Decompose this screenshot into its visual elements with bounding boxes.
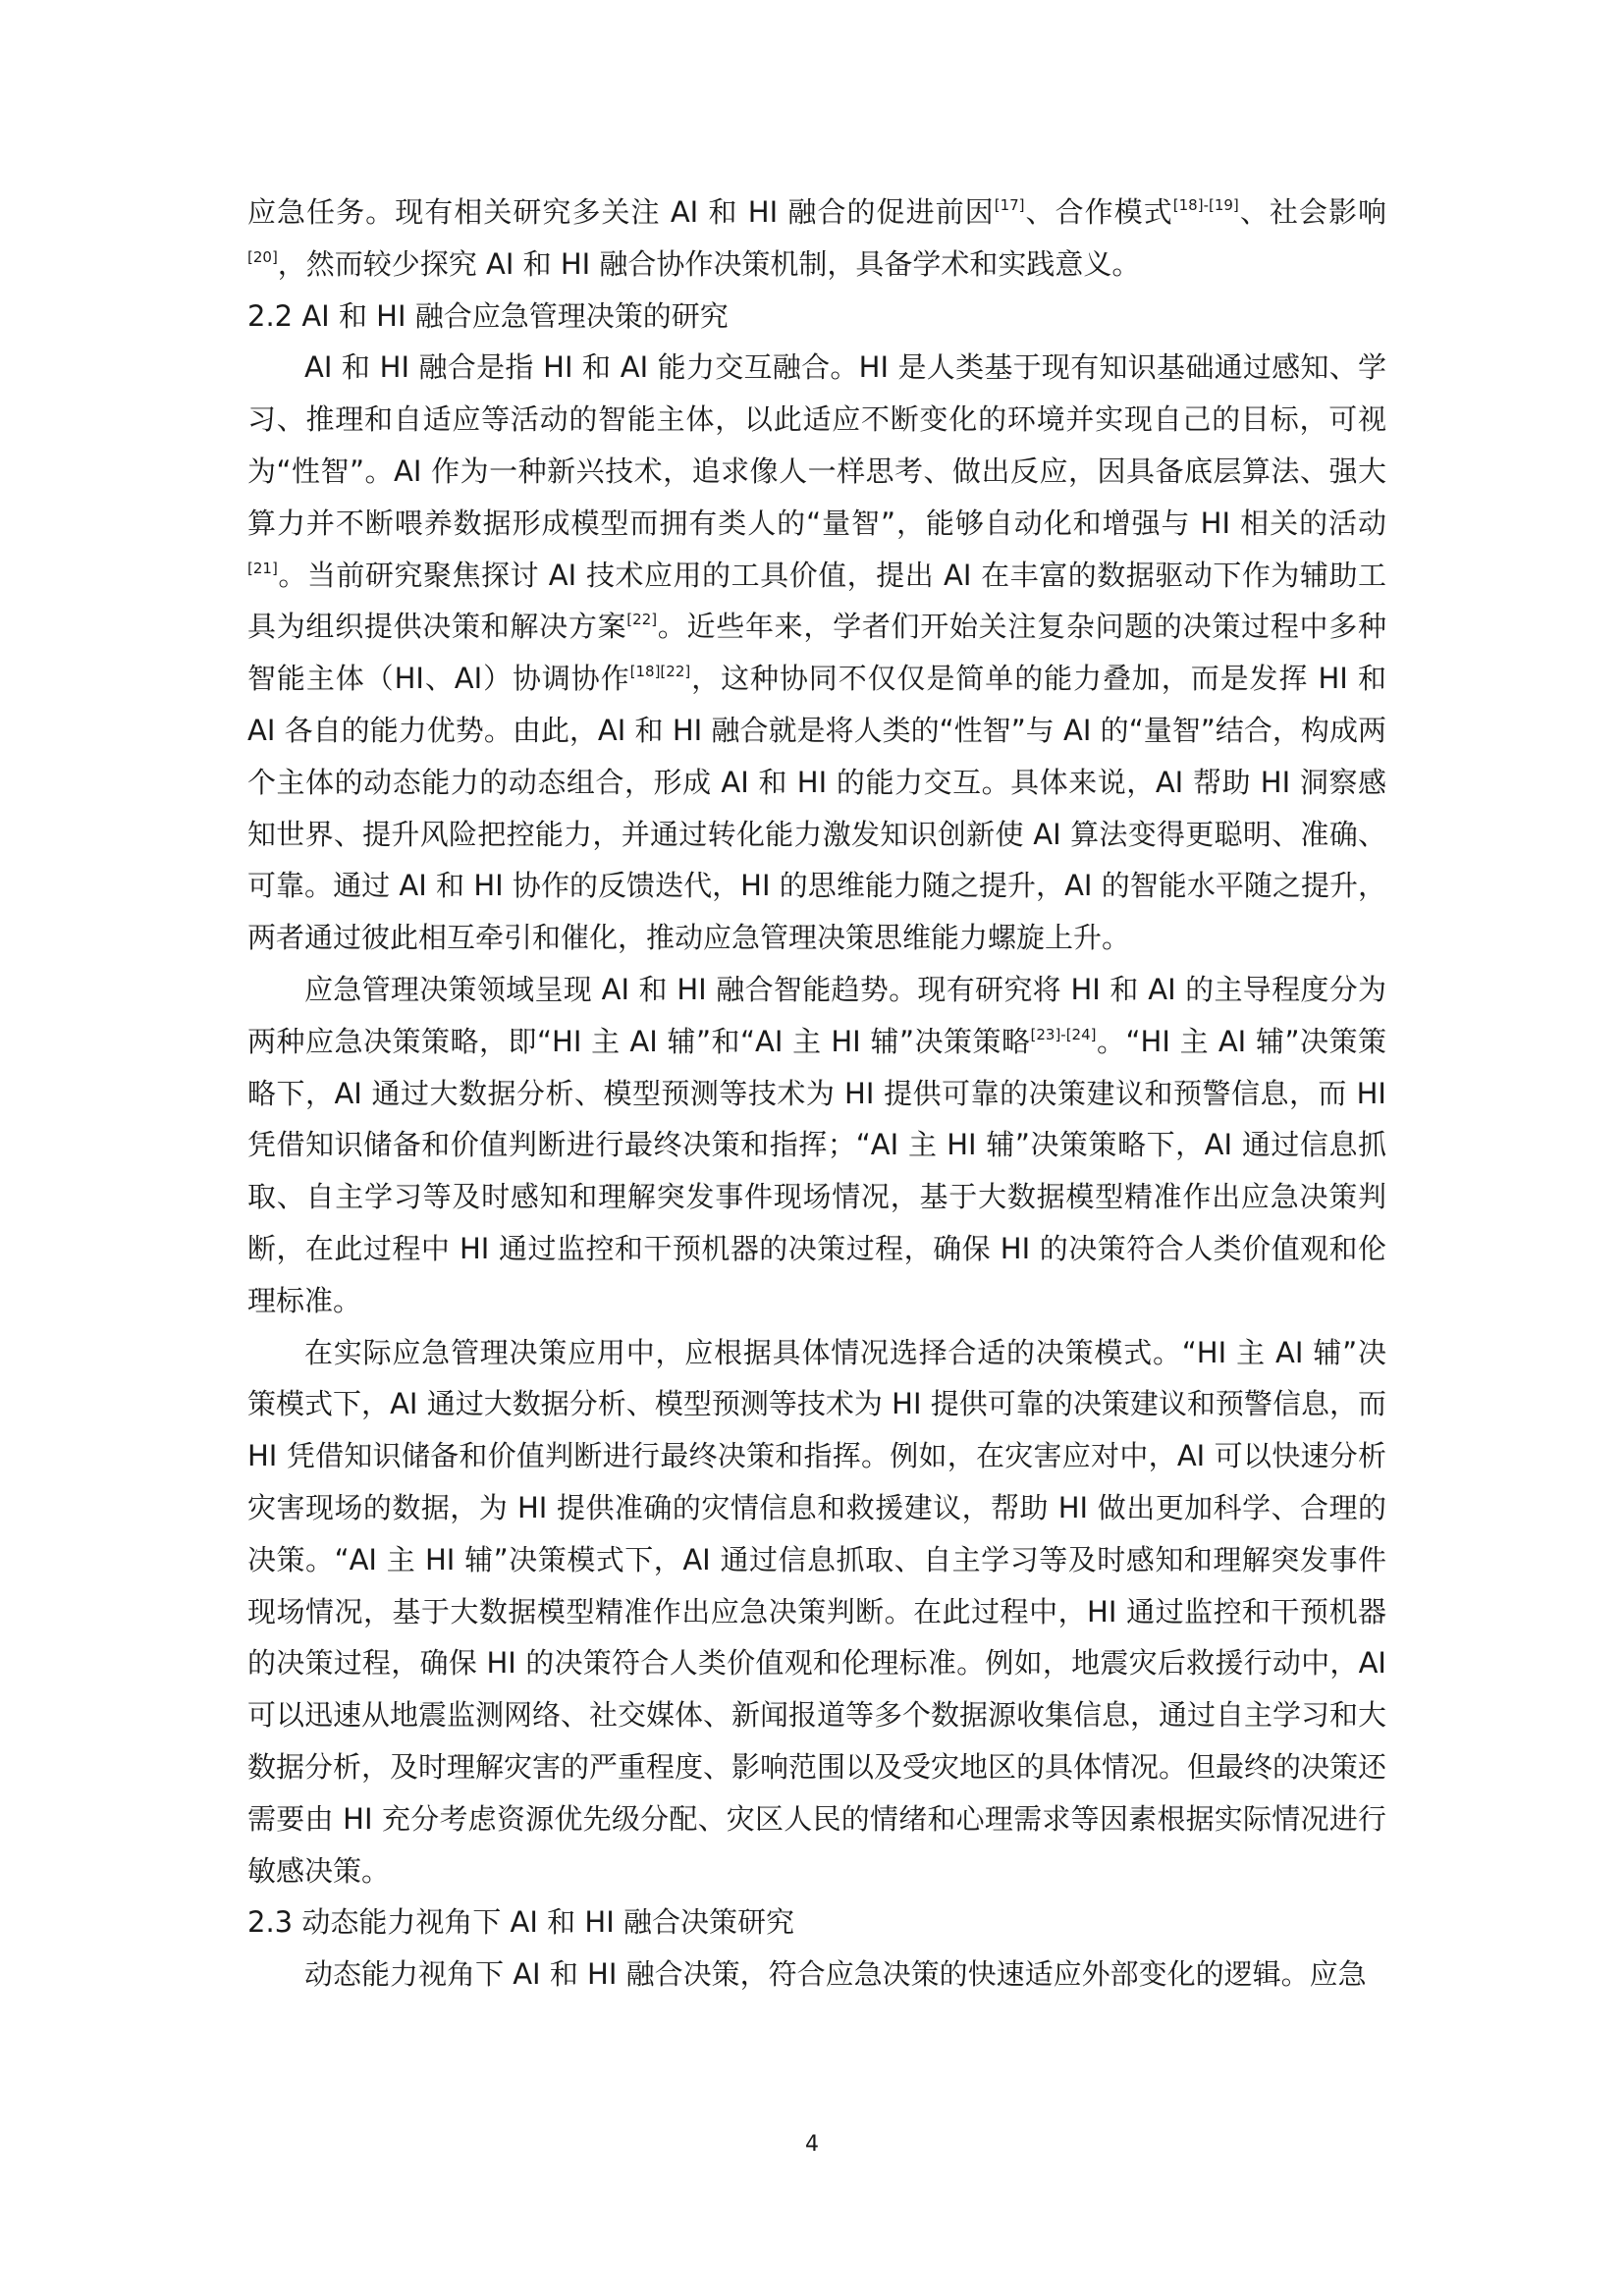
paragraph-dynamic-capability bbox=[247, 1949, 1386, 2001]
text-run: 应急管理决策领域呈现 AI 和 HI 融合智能趋势。现有研究将 HI 和 AI 的主导程度分为两种应急决策策略，即“HI 主 AI 辅”和“AI 主 HI 辅”决策策略 bbox=[247, 972, 1386, 1058]
text-run: 。近些年来，学者们开始关注复杂问题的决策过程中多种智能主体（HI、AI）协调协作 bbox=[247, 610, 1386, 696]
text-run: ，这种协同不仅仅是简单的能力叠加，而是发挥 HI 和 AI 各自的能力优势。由此，AI 和 HI 融合就是将人类的“性智”与 AI 的“量智”结合，构成两个主体的动态能力的动态组合，形成 AI 和 HI 的能力交互。具体来说，AI 帮助 HI 洞察感知世界、提升风险把控能力，并通过转化能力激发知识创新使 AI 算法变得更聪明、准确、可靠。通过 AI 和 HI 协作的反馈迭代，HI 的思维能力随之提升，AI 的智能水平随之提升，两者通过彼此相互牵引和催化，推动应急管理决策思维能力螺旋上升。 bbox=[247, 662, 1386, 955]
text-run: 2.2 AI 和 HI 融合应急管理决策的研究 bbox=[247, 298, 729, 333]
text-run: 。当前研究聚焦探讨 AI 技术应用的工具价值，提出 AI 在丰富的数据驱动下作为辅助工具为组织提供决策和解决方案 bbox=[247, 558, 1386, 644]
text-run: ，然而较少探究 AI 和 HI 融合协作决策机制，具备学术和实践意义。 bbox=[277, 246, 1141, 281]
text-run: AI 和 HI 融合是指 HI 和 AI 能力交互融合。HI 是人类基于现有知识基础通过感知、学习、推理和自适应等活动的智能主体，以此适应不断变化的环境并实现自己的目标，可视为“性智”。AI 作为一种新兴技术，追求像人一样思考、做出反应，因具备底层算法、强大算力并不断喂养数据形成模型而拥有类人的“量智”，能够自动化和增强与 HI 相关的活动 bbox=[247, 350, 1386, 540]
text-run: 。“HI 主 AI 辅”决策策略下，AI 通过大数据分析、模型预测等技术为 HI 提供可靠的决策建议和预警信息，而 HI 凭借知识储备和价值判断进行最终决策和指挥；“AI 主 HI 辅”决策策略下，AI 通过信息抓取、自主学习等及时感知和理解突发事件现场情况，基于大数据模型精准作出应急决策判断，在此过程中 HI 通过监控和干预机器的决策过程，确保 HI 的决策符合人类价值观和伦理标准。 bbox=[247, 1024, 1386, 1317]
citation-ref: [23]-[24] bbox=[1030, 1025, 1097, 1043]
text-run: 、合作模式 bbox=[1024, 195, 1173, 229]
citation-ref: [21] bbox=[247, 559, 278, 577]
section-heading-2-3 bbox=[247, 1896, 1386, 1949]
paragraph-ai-hi-fusion-definition bbox=[247, 342, 1386, 964]
citation-ref: [17] bbox=[994, 196, 1025, 214]
text-run: 、社会影响 bbox=[1238, 195, 1386, 229]
text-run: 在实际应急管理决策应用中，应根据具体情况选择合适的决策模式。“HI 主 AI 辅”决策模式下，AI 通过大数据分析、模型预测等技术为 HI 提供可靠的决策建议和预警信息，而 HI 凭借知识储备和价值判断进行最终决策和指挥。例如，在灾害应对中，AI 可以快速分析灾害现场的数据，为 HI 提供准确的灾情信息和救援建议，帮助 HI 做出更加科学、合理的决策。“AI 主 HI 辅”决策模式下，AI 通过信息抓取、自主学习等及时感知和理解突发事件现场情况，基于大数据模型精准作出应急决策判断。在此过程中，HI 通过监控和干预机器的决策过程，确保 HI 的决策符合人类价值观和伦理标准。例如，地震灾后救援行动中，AI 可以迅速从地震监测网络、社交媒体、新闻报道等多个数据源收集信息，通过自主学习和大数据分析，及时理解灾害的严重程度、影响范围以及受灾地区的具体情况。但最终的决策还需要由 HI 充分考虑资源优先级分配、灾区人民的情绪和心理需求等因素根据实际情况进行敏感决策。 bbox=[247, 1335, 1387, 1888]
citation-ref: [18]-[19] bbox=[1172, 196, 1239, 214]
text-run: 2.3 动态能力视角下 AI 和 HI 融合决策研究 bbox=[247, 1905, 794, 1940]
citation-ref: [18][22] bbox=[629, 663, 691, 681]
text-run: 动态能力视角下 AI 和 HI 融合决策，符合应急决策的快速适应外部变化的逻辑。应急 bbox=[304, 1957, 1367, 1992]
document-body bbox=[247, 187, 1386, 2001]
paragraph-decision-strategies bbox=[247, 964, 1386, 1327]
paragraph-continuation bbox=[247, 187, 1386, 291]
paragraph-decision-modes-application bbox=[247, 1327, 1386, 1897]
text-run: 应急任务。现有相关研究多关注 AI 和 HI 融合的促进前因 bbox=[247, 195, 995, 229]
page-number: 4 bbox=[805, 2132, 819, 2157]
citation-ref: [20] bbox=[247, 247, 278, 266]
section-heading-2-2 bbox=[247, 291, 1386, 343]
citation-ref: [22] bbox=[626, 611, 658, 629]
